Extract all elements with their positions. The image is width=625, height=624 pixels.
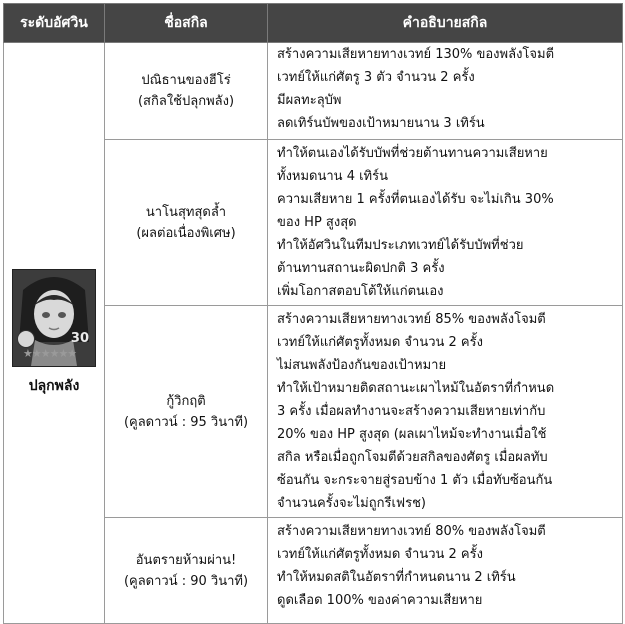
description-line: เวทย์ให้แก่ศัตรูทั้งหมด จำนวน 2 ครั้ง bbox=[277, 335, 483, 350]
header-skill-description: คำอธิบายสกิล bbox=[268, 4, 623, 43]
header-rank: ระดับอัศวิน bbox=[4, 4, 105, 43]
description-line: เวทย์ให้แก่ศัตรู 3 ตัว จำนวน 2 ครั้ง bbox=[277, 70, 475, 85]
description-line: ลดเทิร์นบัพของเป้าหมายนาน 3 เทิร์น bbox=[277, 116, 485, 131]
description-line: ทำให้อัศวินในทีมประเภทเวทย์ได้รับบัพที่ช่วย bbox=[277, 238, 524, 253]
description-line: ต้านทานสถานะผิดปกติ 3 ครั้ง bbox=[277, 261, 445, 276]
rank-label: ปลุกพลัง bbox=[28, 378, 80, 394]
portrait-badge-number: 30 bbox=[70, 331, 89, 346]
description-line: ทั้งหมดนาน 4 เทิร์น bbox=[277, 169, 388, 184]
skill-name-cell bbox=[105, 43, 268, 140]
skill-name: นาโนสุทสุดล้ำ bbox=[145, 204, 227, 220]
description-line: ทำให้หมดสติในอัตราที่กำหนดนาน 2 เทิร์น bbox=[277, 570, 516, 585]
character-portrait bbox=[12, 269, 96, 367]
description-line: ความเสียหาย 1 ครั้งที่ตนเองได้รับ จะไม่เกิน 30% bbox=[277, 192, 554, 207]
description-line: สร้างความเสียหายทางเวทย์ 130% ของพลังโจมตี bbox=[277, 47, 555, 62]
skill-cooldown: (คูลดาวน์ : 90 วินาที) bbox=[123, 573, 249, 589]
skill-description-cell bbox=[268, 140, 623, 306]
skill-type: (ผลต่อเนื่องพิเศษ) bbox=[136, 225, 236, 241]
description-line: เวทย์ให้แก่ศัตรูทั้งหมด จำนวน 2 ครั้ง bbox=[277, 547, 483, 562]
description-line: ทำให้เป้าหมายติดสถานะเผาไหม้ในอัตราที่กำหนด bbox=[277, 381, 555, 396]
description-line: ไม่สนพลังป้องกันของเป้าหมาย bbox=[277, 358, 447, 373]
skill-description-cell bbox=[268, 306, 623, 518]
description-line: สร้างความเสียหายทางเวทย์ 85% ของพลังโจมตี bbox=[277, 312, 546, 327]
table-header-row bbox=[4, 4, 623, 43]
description-line: 20% ของ HP สูงสุด (ผลเผาไหม้จะทำงานเมื่อใช้ bbox=[277, 427, 547, 442]
description-line: 3 ครั้ง เมื่อผลทำงานจะสร้างความเสียหายเท่ากับ bbox=[277, 404, 546, 419]
rank-cell bbox=[4, 43, 105, 624]
skill-type: (สกิลใช้ปลุกพลัง) bbox=[137, 94, 235, 109]
magic-class-icon bbox=[17, 330, 35, 348]
description-line: มีผลทะลุบัพ bbox=[277, 93, 342, 108]
header-skill-name: ชื่อสกิล bbox=[105, 4, 268, 43]
description-line: จำนวนครั้งจะไม่ถูกรีเฟรช) bbox=[277, 496, 426, 511]
description-line: ซ้อนกัน จะกระจายสู่รอบข้าง 1 ตัว เมื่อทับซ้อนกัน bbox=[277, 473, 553, 488]
skill-name-cell bbox=[105, 306, 268, 518]
description-line: เพิ่มโอกาสตอบโต้ให้แก่ตนเอง bbox=[277, 284, 444, 299]
description-line: สร้างความเสียหายทางเวทย์ 80% ของพลังโจมตี bbox=[277, 524, 546, 539]
skill-cooldown: (คูลดาวน์ : 95 วินาที) bbox=[123, 414, 249, 430]
skill-name-cell bbox=[105, 518, 268, 624]
skill-name: ปณิธานของฮีโร่ bbox=[141, 73, 231, 88]
skill-description-cell bbox=[268, 43, 623, 140]
skill-name-cell bbox=[105, 140, 268, 306]
description-line: ทำให้ตนเองได้รับบัพที่ช่วยต้านทานความเสียหาย bbox=[277, 146, 548, 161]
star-rating-icon: ★★★★★★ bbox=[23, 347, 77, 360]
skill-name: กู้วิกฤติ bbox=[166, 393, 206, 409]
skill-name: อันตรายห้ามผ่าน! bbox=[135, 552, 237, 568]
table-row bbox=[4, 43, 623, 140]
skill-table bbox=[3, 3, 623, 624]
description-line: สกิล หรือเมื่อถูกโจมตีด้วยสกิลของศัตรู เมื่อผลทับ bbox=[277, 450, 548, 465]
description-line: ของ HP สูงสุด bbox=[277, 215, 357, 230]
skill-description-cell bbox=[268, 518, 623, 624]
description-line: ดูดเลือด 100% ของค่าความเสียหาย bbox=[277, 593, 483, 608]
